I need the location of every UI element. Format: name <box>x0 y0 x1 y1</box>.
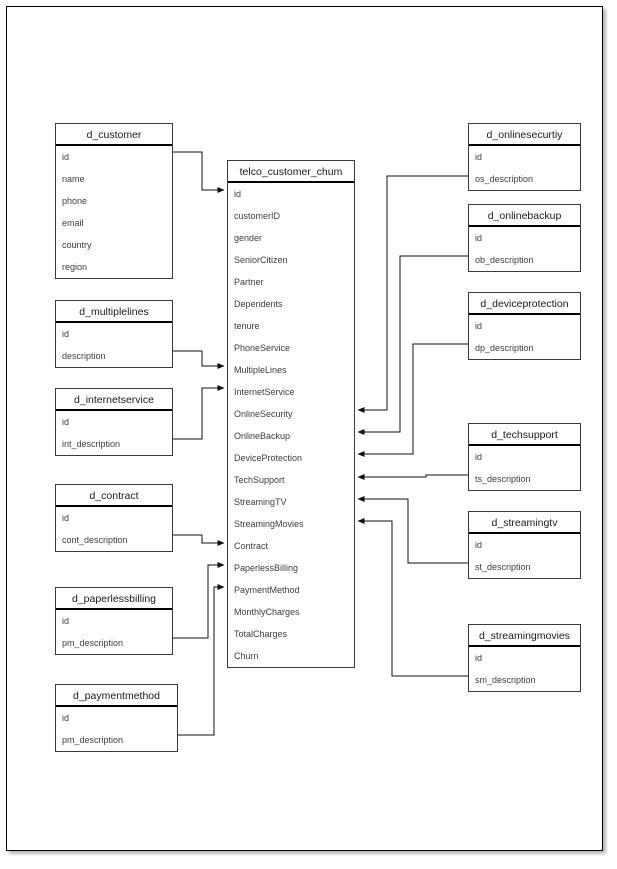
entity-d_contract[interactable] <box>55 484 173 552</box>
entity-title: d_contract <box>56 485 172 507</box>
field-row[interactable]: PhoneService <box>234 343 291 353</box>
field-row[interactable]: dp_description <box>475 343 534 353</box>
field-row[interactable]: int_description <box>62 439 121 449</box>
field-row[interactable]: description <box>62 351 106 361</box>
entity-d_multiplelines[interactable] <box>55 300 173 368</box>
field-row[interactable]: StreamingTV <box>234 497 287 507</box>
field-row[interactable]: StreamingMovies <box>234 519 304 529</box>
entity-field-list <box>56 323 172 367</box>
entity-d_streamingtv[interactable] <box>468 511 581 579</box>
entity-title: d_deviceprotection <box>469 293 580 315</box>
field-row[interactable]: os_description <box>475 174 534 184</box>
field-row[interactable]: ts_description <box>475 474 531 484</box>
field-row[interactable]: id <box>475 152 483 162</box>
field-row[interactable]: Partner <box>234 277 264 287</box>
field-row[interactable]: id <box>475 233 483 243</box>
field-row[interactable]: InternetService <box>234 387 295 397</box>
entity-d_onlinebackup[interactable] <box>468 204 581 272</box>
entity-field-list <box>56 507 172 551</box>
entity-title: d_onlinesecurtiy <box>469 124 580 146</box>
entity-d_streamingmovies[interactable] <box>468 624 581 692</box>
entity-field-list <box>469 227 580 271</box>
entity-d_customer[interactable] <box>55 123 173 279</box>
field-row[interactable]: customerID <box>234 211 281 221</box>
field-row[interactable]: id <box>234 189 242 199</box>
field-row[interactable]: MonthlyCharges <box>234 607 300 617</box>
field-row[interactable]: Contract <box>234 541 269 551</box>
field-row[interactable]: email <box>62 218 84 228</box>
relationship-line <box>358 256 468 432</box>
entity-d_deviceprotection[interactable] <box>468 292 581 360</box>
entity-field-list <box>228 183 354 667</box>
field-row[interactable]: pm_description <box>62 735 124 745</box>
field-row[interactable]: id <box>62 616 70 626</box>
relationship-line <box>358 499 468 563</box>
relationship-line <box>173 565 224 638</box>
field-row[interactable]: name <box>62 174 85 184</box>
field-row[interactable]: PaperlessBilling <box>234 563 299 573</box>
field-row[interactable]: id <box>62 152 70 162</box>
relationship-line <box>173 535 224 543</box>
entity-d_paperlessbilling[interactable] <box>55 587 173 655</box>
relationship-line <box>173 351 224 366</box>
field-row[interactable]: MultipleLines <box>234 365 287 375</box>
entity-title: d_streamingtv <box>469 512 580 534</box>
field-row[interactable]: id <box>475 653 483 663</box>
relationship-line <box>178 587 224 735</box>
entity-title: d_multiplelines <box>56 301 172 323</box>
entity-title: d_techsupport <box>469 424 580 446</box>
field-row[interactable]: id <box>475 452 483 462</box>
field-row[interactable]: ob_description <box>475 255 534 265</box>
relationship-line <box>358 344 468 454</box>
entity-field-list <box>56 411 172 455</box>
entity-field-list <box>469 146 580 190</box>
entity-d_paymentmethod[interactable] <box>55 684 178 752</box>
field-row[interactable]: id <box>475 321 483 331</box>
entity-title: d_streamingmovies <box>469 625 580 647</box>
field-row[interactable]: id <box>62 329 70 339</box>
field-row[interactable]: cont_description <box>62 535 128 545</box>
field-row[interactable]: OnlineSecurity <box>234 409 293 419</box>
entity-telco_customer_chum[interactable] <box>227 160 355 668</box>
entity-field-list <box>56 146 172 278</box>
field-row[interactable]: PaymentMethod <box>234 585 300 595</box>
entity-title: d_customer <box>56 124 172 146</box>
entity-field-list <box>469 446 580 490</box>
field-row[interactable]: region <box>62 262 88 272</box>
relationship-line <box>358 475 468 477</box>
entity-field-list <box>56 707 177 751</box>
field-row[interactable]: id <box>62 417 70 427</box>
field-row[interactable]: id <box>475 540 483 550</box>
field-row[interactable]: gender <box>234 233 263 243</box>
entity-title: d_paymentmethod <box>56 685 177 707</box>
entity-field-list <box>469 315 580 359</box>
entity-field-list <box>469 647 580 691</box>
entity-title: d_paperlessbilling <box>56 588 172 610</box>
entity-field-list <box>56 610 172 654</box>
field-row[interactable]: phone <box>62 196 88 206</box>
relationship-line <box>358 521 468 676</box>
relationship-line <box>173 152 224 190</box>
field-row[interactable]: DeviceProtection <box>234 453 303 463</box>
entity-d_onlinesecurtiy[interactable] <box>468 123 581 191</box>
entity-field-list <box>469 534 580 578</box>
entity-title: d_internetservice <box>56 389 172 411</box>
field-row[interactable]: country <box>62 240 92 250</box>
entity-d_internetservice[interactable] <box>55 388 173 456</box>
field-row[interactable]: pm_description <box>62 638 124 648</box>
field-row[interactable]: SeniorCitizen <box>234 255 288 265</box>
field-row[interactable]: st_description <box>475 562 531 572</box>
relationship-line <box>358 176 468 410</box>
field-row[interactable]: OnlineBackup <box>234 431 291 441</box>
field-row[interactable]: TechSupport <box>234 475 285 485</box>
entity-d_techsupport[interactable] <box>468 423 581 491</box>
field-row[interactable]: TotalCharges <box>234 629 288 639</box>
field-row[interactable]: tenure <box>234 321 260 331</box>
entity-title: d_onlinebackup <box>469 205 580 227</box>
field-row[interactable]: Churn <box>234 651 259 661</box>
field-row[interactable]: sm_description <box>475 675 536 685</box>
field-row[interactable]: Dependents <box>234 299 283 309</box>
entity-title: telco_customer_chum <box>228 161 354 183</box>
relationship-line <box>173 388 224 439</box>
field-row[interactable]: id <box>62 513 70 523</box>
field-row[interactable]: id <box>62 713 70 723</box>
